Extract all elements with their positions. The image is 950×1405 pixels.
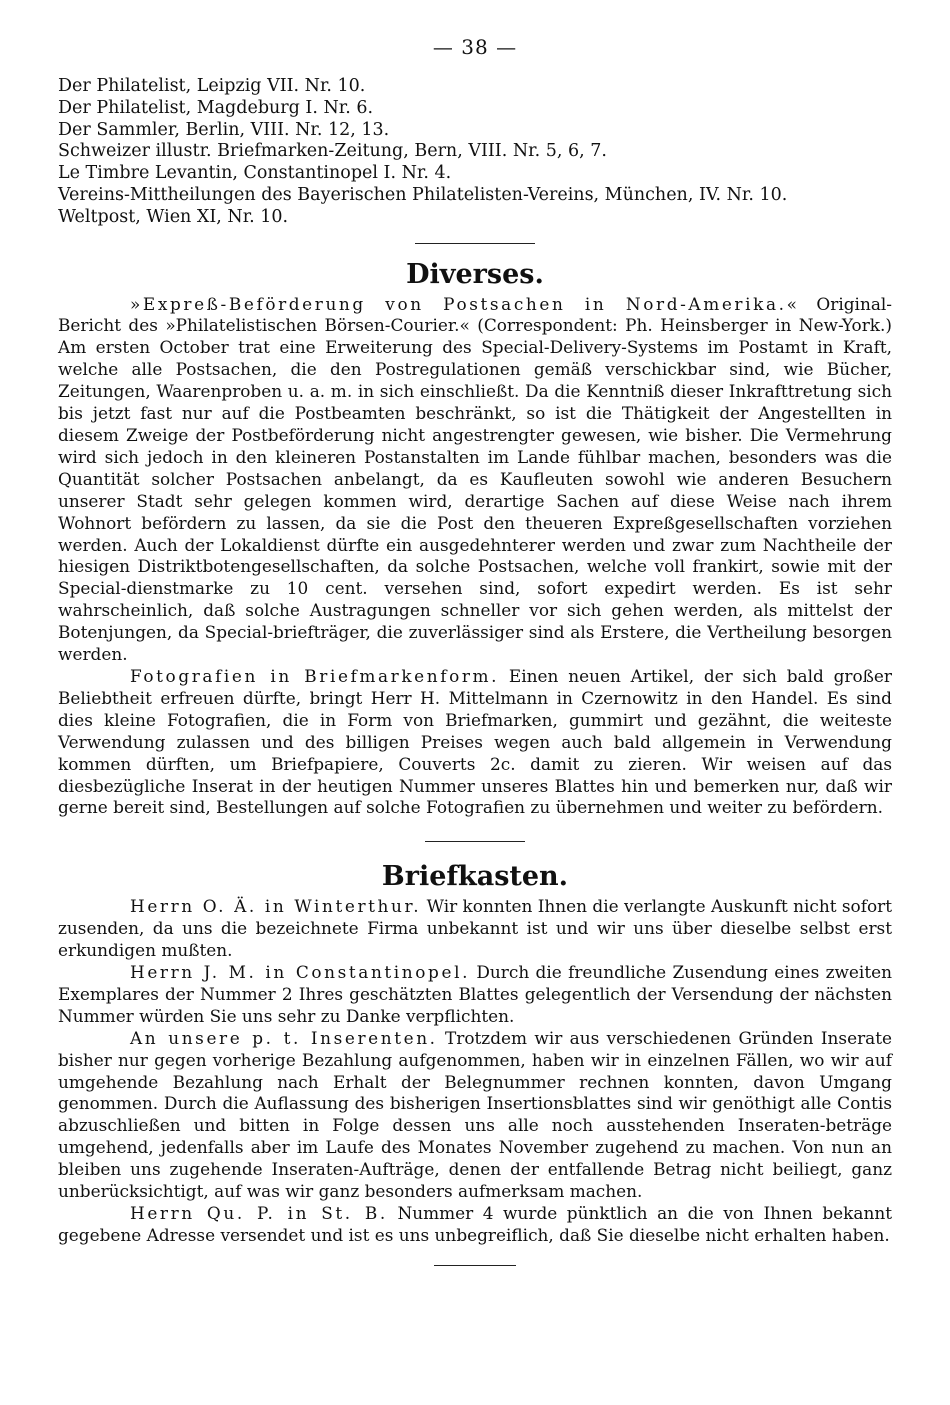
paragraph-text: Trotzdem wir aus verschiedenen Gründen Inserate bisher nur gegen vorherige Bezahlung aufgenommen, haben wir in einzelnen Fällen, wo wir auf umgehende Bezahlung nach Erhalt der Belegnummer rechnen konnten, davon Umgang genommen. Durch die Auflassung des bisherigen Insertionsblattes sind wir genöthigt alle Contis abzuschließen und bitten in Folge dessen uns alle noch ausstehenden Inseraten-beträge umgehend, jedenfalls aber im Laufe des Monates November zugehend zu machen. Von nun an bleiben uns zugehende Inseraten-Aufträge, denen der entfallende Betrag nicht beiliegt, ganz unberücksichtigt, auf was wir ganz besonders aufmerksam machen. bbox=[58, 1027, 892, 1202]
periodical-entry: Der Sammler, Berlin, VIII. Nr. 12, 13. bbox=[58, 119, 390, 140]
paragraph-lead: An unsere p. t. Inserenten. bbox=[130, 1027, 438, 1048]
briefkasten-section bbox=[58, 860, 892, 1247]
paragraph-lead: »Expreß-Beförderung von Postsachen in Nord-Amerika.« bbox=[130, 293, 800, 314]
diverses-section bbox=[58, 258, 892, 820]
diverses-paragraph bbox=[58, 666, 892, 819]
briefkasten-paragraph bbox=[58, 896, 892, 962]
section-divider bbox=[415, 243, 535, 244]
section-divider bbox=[425, 841, 525, 842]
diverses-paragraph bbox=[58, 294, 892, 666]
paragraph-text: Einen neuen Artikel, der sich bald großer Beliebtheit erfreuen dürfte, bringt Herr H. Mittelmann in Czernowitz in den Handel. Es sind dies kleine Fotografien, die in Form von Briefmarken, gummirt und gezähnt, die weiteste Verwendung zulassen und des billigen Preises wegen auch bald allgemein in Verwendung kommen dürften, um Briefpapiere, Couverts 2c. damit zu zieren. Wir weisen auf das diesbezügliche Inserat in der heutigen Nummer unseres Blattes hin und bemerken nur, daß wir gerne bereit sind, Bestellungen auf solche Fotografien zu übernehmen und weiter zu befördern. bbox=[58, 665, 892, 818]
briefkasten-paragraph bbox=[58, 962, 892, 1028]
briefkasten-heading: Briefkasten. bbox=[381, 861, 569, 893]
paragraph-lead: Herrn J. M. in Constantinopel. bbox=[130, 962, 471, 983]
periodical-entry: Schweizer illustr. Briefmarken-Zeitung, Bern, VIII. Nr. 5, 6, 7. bbox=[58, 141, 607, 162]
paragraph-text: Durch die freundliche Zusendung eines zweiten Exemplares der Nummer 2 Ihres geschätzten Blattes gelegentlich der Versendung der nächsten Nummer würden Sie uns sehr zu Danke verpflichten. bbox=[58, 962, 892, 1026]
periodicals-list bbox=[58, 76, 892, 229]
briefkasten-paragraph bbox=[58, 1203, 892, 1247]
end-divider bbox=[434, 1265, 516, 1266]
paragraph-lead: Herrn Qu. P. in St. B. bbox=[130, 1203, 388, 1224]
periodical-entry: Der Philatelist, Leipzig VII. Nr. 10. bbox=[58, 76, 366, 96]
periodical-entry: Le Timbre Levantin, Constantinopel I. Nr. 4. bbox=[58, 163, 452, 184]
periodical-entry: Vereins-Mittheilungen des Bayerischen Philatelisten-Vereins, München, IV. Nr. 10. bbox=[58, 184, 788, 205]
page-number: — 38 — bbox=[432, 35, 518, 59]
paragraph-lead: Herrn O. Ä. in Winterthur. bbox=[130, 896, 422, 917]
periodical-entry: Der Philatelist, Magdeburg I. Nr. 6. bbox=[58, 97, 374, 118]
paragraph-lead: Fotografien in Briefmarkenform. bbox=[130, 665, 500, 686]
paragraph-text: Nummer 4 wurde pünktlich an die von Ihnen bekannt gegebene Adresse versendet und ist es uns unbegreiflich, daß Sie dieselbe nicht erhalten haben. bbox=[58, 1203, 892, 1245]
periodical-entry: Weltpost, Wien XI, Nr. 10. bbox=[58, 206, 289, 227]
paragraph-text: Wir konnten Ihnen die verlangte Auskunft nicht sofort zusenden, da uns die bezeichnete Firma unbekannt ist und wir uns über dieselbe selbst erst erkundigen mußten. bbox=[58, 896, 893, 961]
diverses-heading: Diverses. bbox=[406, 258, 544, 290]
paragraph-text: Original-Bericht des »Philatelistischen Börsen-Courier.« (Correspondent: Ph. Heinsberger in New-York.) Am ersten October trat eine Erweiterung des Special-Delivery-Systems im Postamt in Kraft, welche alle Postsachen, die den Postregulationen gemäß verschickbar sind, wie Bücher, Zeitungen, Waarenproben u. a. m. in sich einschließt. Da die Kenntniß dieser Inkrafttretung sich bis jetzt fast nur auf die Postbeamten beschränkt, so ist die Thätigkeit der Angestellten in diesem Zweige der Postbeförderung nicht angestrengter gewesen, wie bisher. Die Vermehrung wird sich jedoch in den kleineren Postanstalten im Lande fühlbar machen, besonders was die Quantität solcher Postsachen anbelangt, da es Kaufleuten sowohl wie anderen Besuchern unserer Stadt sehr gelegen kommen wird, derartige Sachen auf diese Weise nach ihrem Wohnort befördern zu lassen, da sie die Post den theueren Expreßgesellschaften vorziehen werden. Auch der Lokaldienst dürfte ein ausgedehnterer werden und zwar zum Nachtheile der hiesigen Distriktbotengesellschaften, da solche Postsachen, welche voll frankirt, sowie mit der Special-dienstmarke zu 10 cent. versehen sind, sofort expedirt werden. Es ist sehr wahrscheinlich, daß solche Austragungen schneller vor sich gehen werden, als mittelst der Botenjungen, da Special-briefträger, die zuverlässiger sind als Erstere, die Vertheilung besorgen werden. bbox=[58, 293, 892, 665]
briefkasten-paragraph bbox=[58, 1028, 892, 1203]
